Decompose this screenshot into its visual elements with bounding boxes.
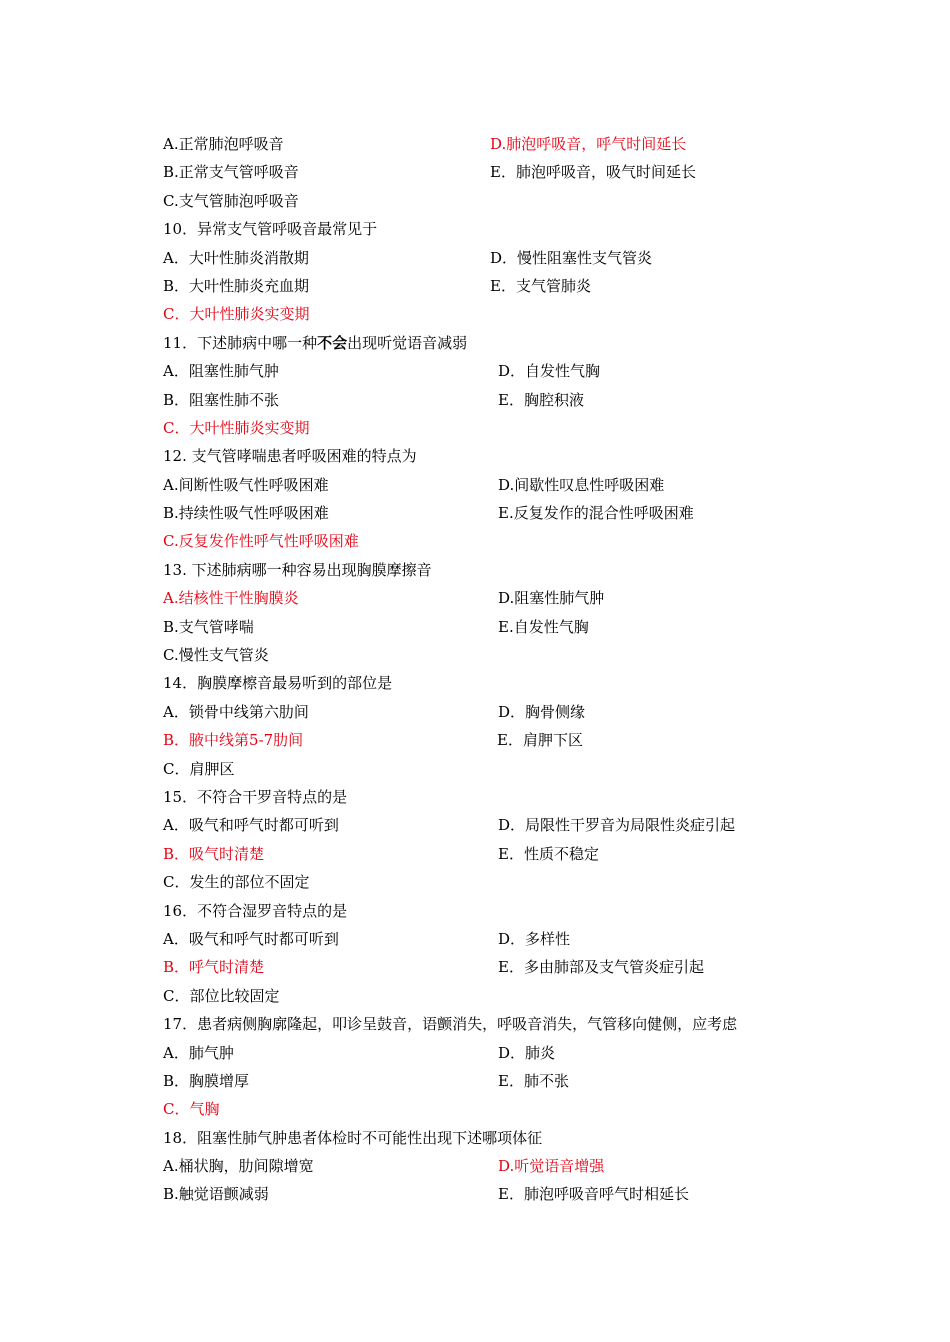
question-stem: [0, 329, 950, 357]
q12-option-b: B.持续性吸气性呼吸困难: [163, 504, 329, 523]
option-row: [0, 584, 950, 612]
option-row: [0, 726, 950, 754]
q18-option-d-answer: D.听觉语音增强: [498, 1157, 605, 1176]
option-row: [0, 244, 950, 272]
q11-option-d: D．自发性气胸: [498, 362, 601, 381]
q11-option-b: B．阻塞性肺不张: [163, 390, 280, 409]
q11-stem-post: 出现听觉语音减弱: [347, 333, 468, 352]
option-row: [0, 641, 950, 669]
q13-option-b: B.支气管哮喘: [163, 617, 254, 636]
q14-option-c: C．肩胛区: [163, 759, 235, 778]
option-row: [0, 1180, 950, 1208]
q13-option-a-answer: A.结核性干性胸膜炎: [163, 589, 299, 608]
q13-option-d: D.阻塞性肺气肿: [498, 589, 605, 608]
option-row: [0, 868, 950, 896]
option-row: [0, 272, 950, 300]
option-row: [0, 130, 950, 158]
q12-option-e: E.反复发作的混合性呼吸困难: [498, 504, 694, 523]
option-row: [0, 300, 950, 328]
q10-stem: 10．异常支气管呼吸音最常见于: [163, 220, 378, 239]
q17-option-e: E．肺不张: [498, 1071, 569, 1090]
option-row: [0, 811, 950, 839]
option-row: [0, 840, 950, 868]
option-row: [0, 187, 950, 215]
option-row: [0, 1152, 950, 1180]
option-row: [0, 1067, 950, 1095]
q13-option-e: E.自发性气胸: [498, 617, 589, 636]
option-row: [0, 414, 950, 442]
option-row: [0, 982, 950, 1010]
q15-option-e: E．性质不稳定: [498, 844, 599, 863]
q9-option-a: A.正常肺泡呼吸音: [163, 135, 284, 153]
q9-option-e: E．肺泡呼吸音，吸气时间延长: [490, 163, 696, 182]
option-row: [0, 527, 950, 555]
question-stem: [0, 669, 950, 697]
q11-option-c-answer: C．大叶性肺炎实变期: [163, 418, 310, 437]
q13-option-c: C.慢性支气管炎: [163, 646, 269, 665]
q9-option-b: B.正常支气管呼吸音: [163, 163, 299, 182]
q16-stem: 16．不符合湿罗音特点的是: [163, 901, 348, 920]
q10-option-d: D．慢性阻塞性支气管炎: [490, 248, 653, 267]
q17-stem: 17．患者病侧胸廓隆起，叩诊呈鼓音，语颤消失，呼吸音消失，气管移向健侧，应考虑: [163, 1015, 738, 1034]
q18-option-a: A.桶状胸，肋间隙增宽: [163, 1157, 314, 1176]
q9-option-d-answer: D.肺泡呼吸音，呼气时间延长: [490, 135, 687, 153]
q11-option-e: E．胸腔积液: [498, 390, 584, 409]
option-row: [0, 357, 950, 385]
q12-option-c-answer: C.反复发作性呼气性呼吸困难: [163, 532, 359, 551]
question-stem: [0, 1010, 950, 1038]
q16-option-a: A．吸气和呼气时都可听到: [163, 929, 339, 948]
q10-option-e: E．支气管肺炎: [490, 276, 591, 295]
q14-stem: 14．胸膜摩檫音最易听到的部位是: [163, 674, 393, 693]
q13-stem: 13. 下述肺病哪一种容易出现胸膜摩擦音: [163, 560, 432, 579]
q17-option-a: A．肺气肿: [163, 1043, 234, 1062]
q17-option-d: D．肺炎: [498, 1043, 556, 1062]
option-row: [0, 471, 950, 499]
option-row: [0, 158, 950, 186]
question-stem: [0, 897, 950, 925]
q15-option-b-answer: B．吸气时清楚: [163, 844, 265, 863]
q15-stem: 15．不符合干罗音特点的是: [163, 787, 348, 806]
q12-option-d: D.间歇性叹息性呼吸困难: [498, 475, 665, 494]
question-stem: [0, 1124, 950, 1152]
q15-option-c: C．发生的部位不固定: [163, 873, 310, 892]
option-row: [0, 755, 950, 783]
q14-option-e: E．肩胛下区: [497, 731, 583, 750]
q16-option-e: E．多由肺部及支气管炎症引起: [498, 958, 704, 977]
q12-stem: 12. 支气管哮喘患者呼吸困难的特点为: [163, 447, 417, 466]
option-row: [0, 499, 950, 527]
q14-option-d: D．胸骨侧缘: [498, 702, 586, 721]
option-row: [0, 613, 950, 641]
q15-option-d: D．局限性干罗音为局限性炎症引起: [498, 816, 736, 835]
q11-stem-pre: 11．下述肺病中哪一种: [163, 333, 318, 352]
option-row: [0, 925, 950, 953]
q18-stem: 18．阻塞性肺气肿患者体检时不可能性出现下述哪项体征: [163, 1128, 543, 1147]
q9-option-c: C.支气管肺泡呼吸音: [163, 191, 299, 210]
exam-page: [0, 130, 950, 1209]
q16-option-b-answer: B．呼气时清楚: [163, 958, 265, 977]
option-row: [0, 1039, 950, 1067]
question-stem: [0, 556, 950, 584]
q17-option-b: B．胸膜增厚: [163, 1071, 250, 1090]
question-stem: [0, 215, 950, 243]
q18-option-b: B.触觉语颤减弱: [163, 1185, 269, 1204]
option-row: [0, 1095, 950, 1123]
q16-option-d: D．多样性: [498, 929, 571, 948]
q15-option-a: A．吸气和呼气时都可听到: [163, 816, 339, 835]
option-row: [0, 698, 950, 726]
q11-option-a: A．阻塞性肺气肿: [163, 362, 279, 381]
q14-option-b-answer: B．腋中线第5-7肋间: [163, 731, 304, 750]
q18-option-e: E．肺泡呼吸音呼气时相延长: [498, 1185, 689, 1204]
q17-option-c-answer: C．气胸: [163, 1100, 220, 1119]
q10-option-a: A．大叶性肺炎消散期: [163, 248, 309, 267]
option-row: [0, 386, 950, 414]
q11-stem-emphasis: 不会: [317, 333, 348, 352]
question-stem: [0, 783, 950, 811]
q16-option-c: C．部位比较固定: [163, 986, 280, 1005]
option-row: [0, 953, 950, 981]
q10-option-b: B．大叶性肺炎充血期: [163, 276, 310, 295]
q12-option-a: A.间断性吸气性呼吸困难: [163, 475, 329, 494]
q14-option-a: A．锁骨中线第六肋间: [163, 702, 309, 721]
question-stem: [0, 442, 950, 470]
q10-option-c-answer: C．大叶性肺炎实变期: [163, 305, 310, 324]
q11-stem: [163, 329, 467, 357]
